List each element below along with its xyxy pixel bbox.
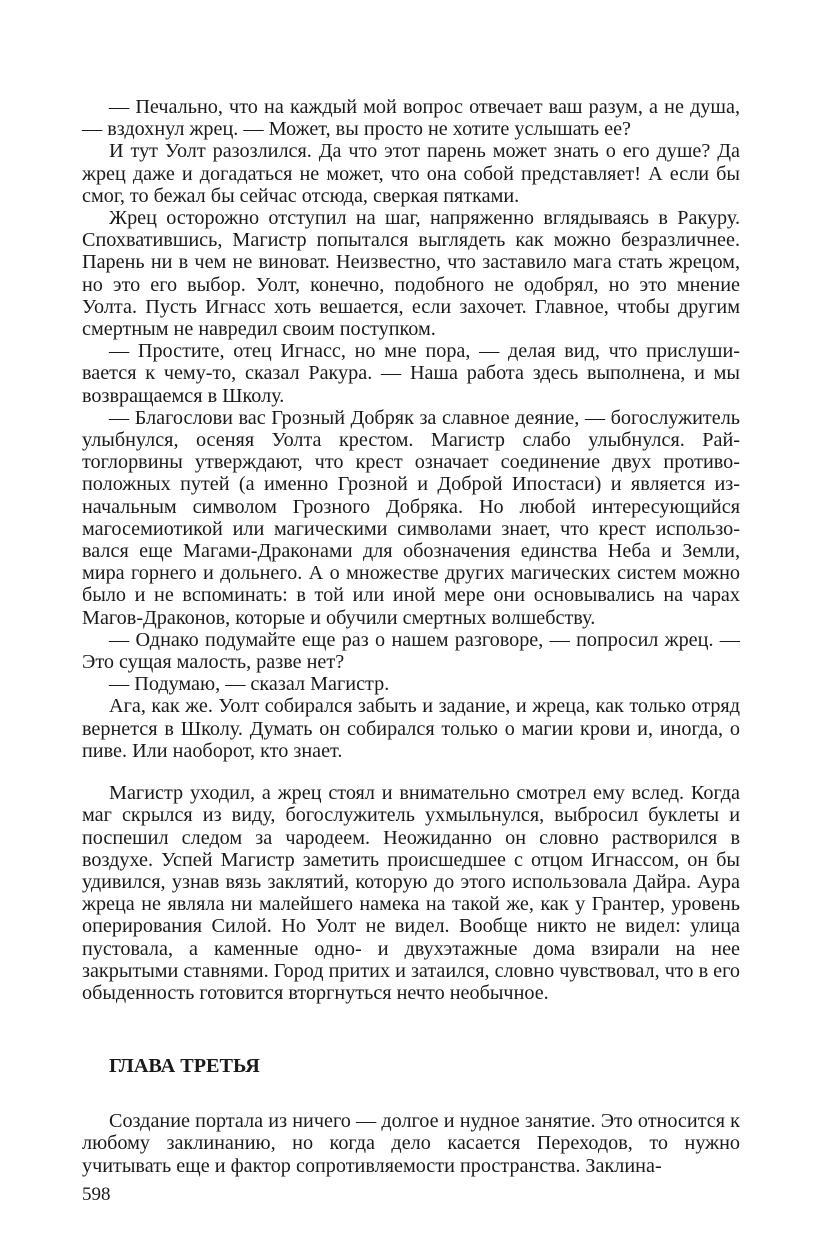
paragraph: Создание портала из ничего — долгое и нудное занятие. Это относится к любому заклинанию, но когда дело касается Переходов, то нужно учитывать еще и фактор сопротивляемости пространства. Заклина- <box>82 1110 740 1177</box>
text-block-dialogue <box>82 96 740 762</box>
book-page <box>82 96 740 1177</box>
section-break <box>82 762 740 782</box>
paragraph: Магистр уходил, а жрец стоял и внимательно смотрел ему вслед. Когда маг скрылся из виду, богослужитель ухмыльнулся, выбросил буклеты и поспешил следом за чародеем. Неожиданно он словно растворился в воздухе. Успей Магистр заметить происшедшее с отцом Игнассом, он бы удивился, узнав вязь заклятий, которую до этого использовала Дайра. Аура жреца не являла ни малейшего намека на такой же, как у Грантер, уровень оперирования Силой. Но Уолт не видел. Вообще никто не видел: улица пустовала, а каменные одно- и двухэтажные дома взирали на нее закрытыми ставнями. Город притих и затаился, словно чувствовал, что в его обыденность готовится вторгнуться нечто необычное. <box>82 782 740 1004</box>
text-block-aftermath <box>82 782 740 1004</box>
chapter-heading: ГЛАВА ТРЕТЬЯ <box>109 1055 260 1078</box>
paragraph: Жрец осторожно отступил на шаг, напряженно вглядываясь в Ракуру. Спохватившись, Магистр попытался выглядеть как можно безразличнее. Парень ни в чем не виноват. Неизвестно, что заставило мага стать жрецом, но это его выбор. Уолт, конечно, подобного не одобрял, но это мнение Уолта. Пусть Игнасс хоть вешается, если захочет. Главное, чтобы другим смертным не навредил своим поступком. <box>82 207 740 341</box>
paragraph: Ага, как же. Уолт собирался забыть и задание, и жреца, как только отряд вернется в Школу. Думать он собирался только о магии крови и, иногда, о пиве. Или наоборот, кто знает. <box>82 695 740 762</box>
page-number: 598 <box>82 1184 111 1205</box>
paragraph: — Простите, отец Игнасс, но мне пора, — делая вид, что прислушивается к чему-то, сказал Ракура. — Наша работа здесь выполнена, и мы возвращаемся в Школу. <box>82 340 740 407</box>
paragraph: — Подумаю, — сказал Магистр. <box>109 673 390 696</box>
paragraph: — Благослови вас Грозный Добряк за славное деяние, — богослужитель улыбнулся, осеняя Уолта крестом. Магистр слабо улыбнулся. Райтоглорвины утверждают, что крест означает соединение двух противоположных путей (а именно Грозной и Доброй Ипостаси) и является изначальным символом Грозного Добряка. Но любой интересующийся магосемиотикой или магическими символами знает, что крест использовался еще Магами-Драконами для обозначения единства Неба и Земли, мира горнего и дольнего. А о множестве других магических систем можно было и не вспоминать: в той или иной мере они основывались на чарах Магов-Драконов, которые и обучили смертных волшебству. <box>82 406 740 629</box>
paragraph: И тут Уолт разозлился. Да что этот парень может знать о его душе? Да жрец даже и догадаться не может, что она собой представляет! А если бы смог, то бежал бы сейчас отсюда, сверкая пятками. <box>82 140 740 207</box>
text-block-chapter <box>82 1110 740 1177</box>
heading-spacer <box>82 1078 740 1110</box>
paragraph: — Однако подумайте еще раз о нашем разговоре, — попросил жрец. — Это сущая малость, разве нет? <box>82 628 740 674</box>
paragraph: — Печально, что на каждый мой вопрос отвечает ваш разум, а не душа, — вздохнул жрец. — Может, вы просто не хотите услышать ее? <box>82 96 740 141</box>
